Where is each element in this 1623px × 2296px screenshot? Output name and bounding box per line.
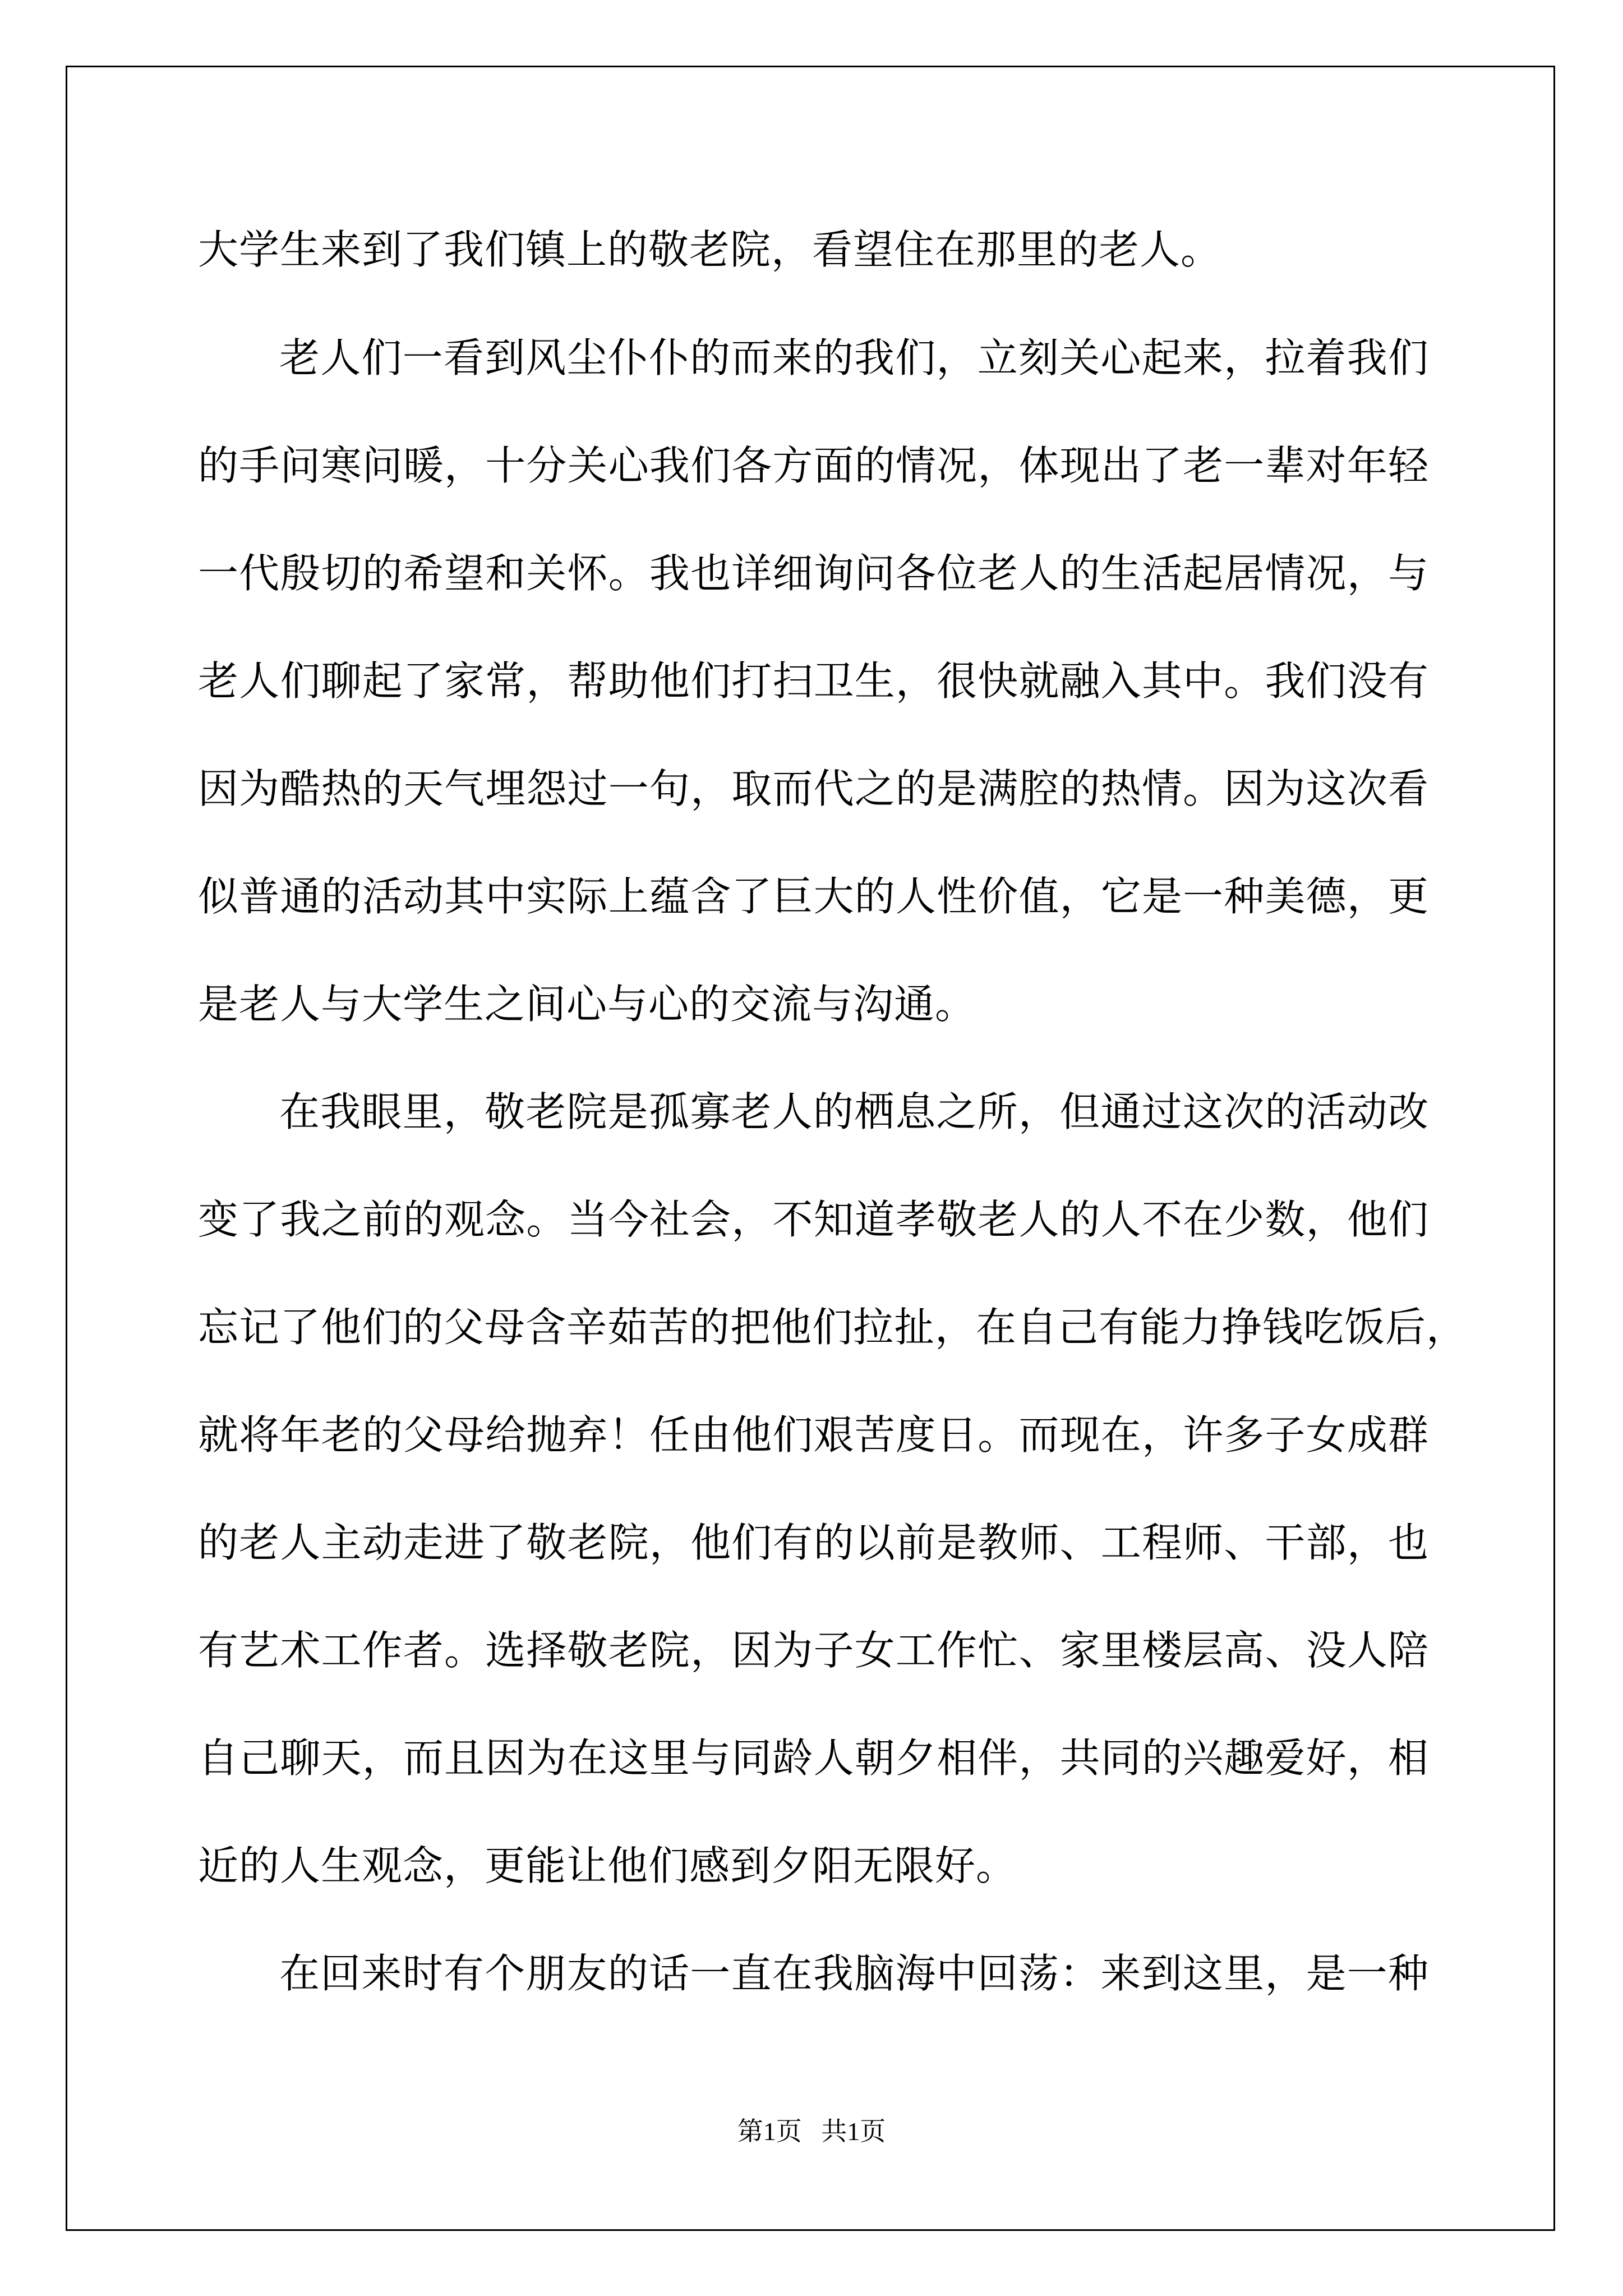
page-number-footer: 第1页 共1页 xyxy=(737,2117,886,2146)
text-line: 在我眼里，敬老院是孤寡老人的栖息之所，但通过这次的活动改 xyxy=(279,1088,1429,1135)
page-border xyxy=(66,66,1555,2231)
text-line: 的老人主动走进了敬老院，他们有的以前是教师、工程师、干部，也 xyxy=(198,1519,1429,1566)
text-line: 在回来时有个朋友的话一直在我脑海中回荡：来到这里，是一种 xyxy=(279,1950,1429,1997)
text-line: 老人们聊起了家常，帮助他们打扫卫生，很快就融入其中。我们没有 xyxy=(198,657,1429,705)
text-line: 老人们一看到风尘仆仆的而来的我们，立刻关心起来，拉着我们 xyxy=(279,334,1429,381)
text-line: 一代殷切的希望和关怀。我也详细询问各位老人的生活起居情况，与 xyxy=(198,550,1429,597)
text-line: 变了我之前的观念。当今社会，不知道孝敬老人的人不在少数，他们 xyxy=(198,1196,1429,1243)
text-line: 大学生来到了我们镇上的敬老院，看望住在那里的老人。 xyxy=(198,226,1222,273)
text-line: 近的人生观念，更能让他们感到夕阳无限好。 xyxy=(198,1842,1017,1889)
text-line: 是老人与大学生之间心与心的交流与沟通。 xyxy=(198,981,976,1028)
text-line: 就将年老的父母给抛弃！任由他们艰苦度日。而现在，许多子女成群 xyxy=(198,1411,1429,1458)
text-line: 因为酷热的天气埋怨过一句，取而代之的是满腔的热情。因为这次看 xyxy=(198,765,1429,812)
text-line: 似普通的活动其中实际上蕴含了巨大的人性价值，它是一种美德，更 xyxy=(198,873,1429,920)
text-line: 有艺术工作者。选择敬老院，因为子女工作忙、家里楼层高、没人陪 xyxy=(198,1627,1429,1674)
text-line: 忘记了他们的父母含辛茹苦的把他们拉扯，在自己有能力挣钱吃饭后， xyxy=(198,1304,1468,1351)
text-line: 的手问寒问暖，十分关心我们各方面的情况，体现出了老一辈对年轻 xyxy=(198,442,1429,489)
text-line: 自己聊天，而且因为在这里与同龄人朝夕相伴，共同的兴趣爱好，相 xyxy=(198,1734,1429,1782)
